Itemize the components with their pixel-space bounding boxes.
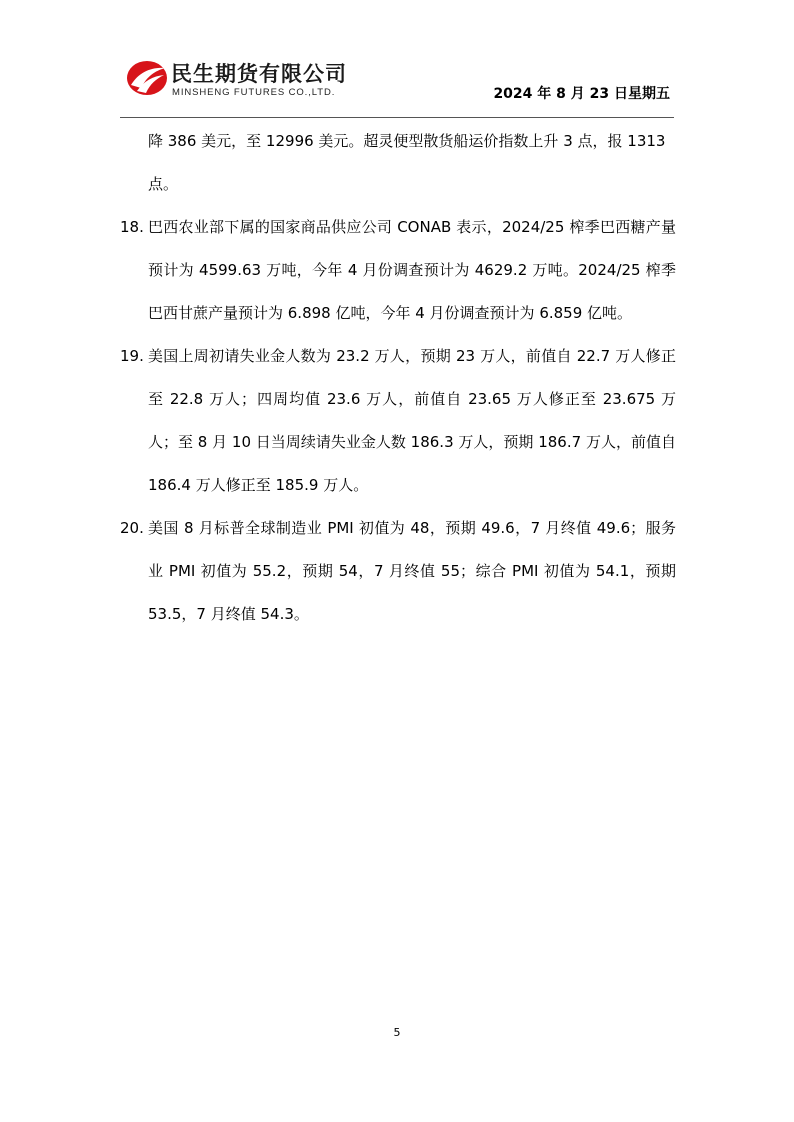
page-header (120, 52, 674, 114)
logo-english-name: MINSHENG FUTURES CO.,LTD. (172, 87, 336, 98)
list-item-text: 巴西农业部下属的国家商品供应公司 CONAB 表示，2024/25 榨季巴西糖产量预计为 4599.63 万吨，今年 4 月份调查预计为 4629.2 万吨。2024/25 榨季巴西甘蔗产量预计为 6.898 亿吨，今年 4 月份调查预计为 6.859 亿吨。 (148, 218, 676, 322)
header-date: 2024 年 8 月 23 日星期五 (493, 86, 670, 102)
company-logo (125, 56, 365, 102)
list-item (120, 206, 676, 335)
list-item-text: 美国 8 月标普全球制造业 PMI 初值为 48，预期 49.6，7 月终值 49.6；服务业 PMI 初值为 55.2，预期 54，7 月终值 55；综合 PMI 初值为 54.1，预期 53.5，7 月终值 54.3。 (148, 519, 676, 623)
document-body (120, 120, 676, 636)
continuation-paragraph: 降 386 美元，至 12996 美元。超灵便型散货船运价指数上升 3 点，报 1313 点。 (148, 132, 666, 193)
page-number: 5 (393, 1026, 401, 1039)
list-item (120, 507, 676, 636)
list-item-number: 19. (120, 347, 144, 365)
list-item-number: 20. (120, 519, 144, 537)
header-divider (120, 117, 674, 118)
minsheng-swoosh-logo-icon (125, 58, 169, 98)
list-item-number: 18. (120, 218, 144, 236)
list-item (120, 335, 676, 507)
list-item-text: 美国上周初请失业金人数为 23.2 万人，预期 23 万人，前值自 22.7 万人修正至 22.8 万人；四周均值 23.6 万人，前值自 23.65 万人修正至 23.675 万人；至 8 月 10 日当周续请失业金人数 186.3 万人，预期 186.7 万人，前值自 186.4 万人修正至 185.9 万人。 (148, 347, 676, 494)
logo-chinese-name: 民生期货有限公司 (171, 62, 347, 86)
